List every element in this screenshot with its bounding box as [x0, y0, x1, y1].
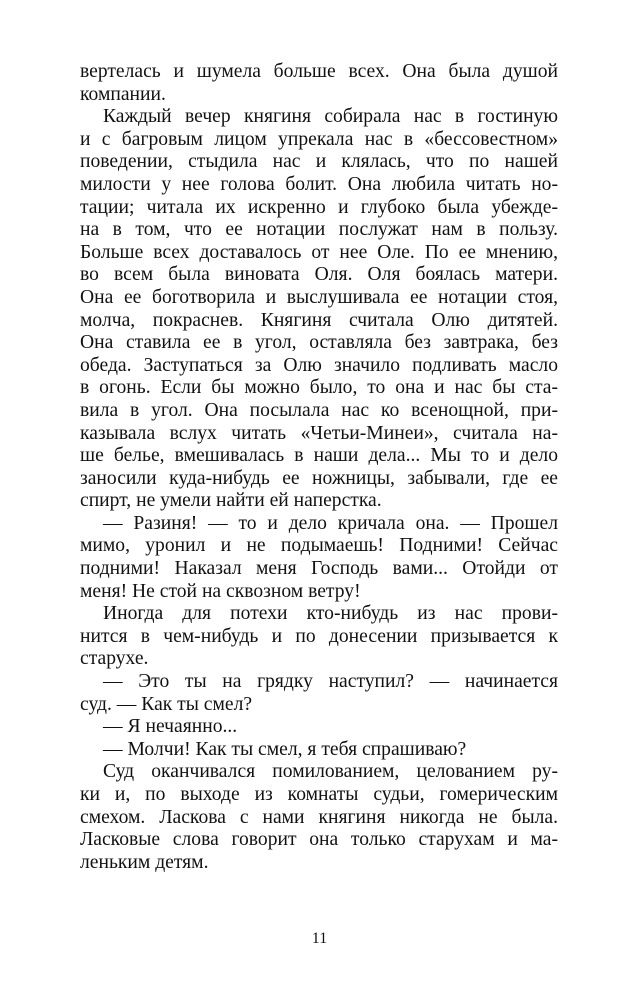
- text-line: Иногда для потехи кто-нибудь из нас прови-: [103, 603, 558, 625]
- text-line: мимо, уронил и не подымаешь! Подними! Сейчас: [80, 535, 558, 557]
- text-line: обеда. Заступаться за Олю значило подливать масло: [80, 354, 558, 376]
- text-line: ше белье, вмешивалась в наши дела... Мы то и дело: [80, 445, 558, 467]
- text-line: казывала вслух читать «Четьи-Минеи», считала на-: [80, 422, 558, 444]
- text-line: во всем была виновата Оля. Оля боялась матери.: [80, 264, 558, 286]
- page-text-body: [80, 61, 558, 874]
- text-line: Она ставила ее в угол, оставляла без завтрака, без: [80, 332, 558, 354]
- paragraph: [80, 739, 558, 762]
- text-line: — Молчи! Как ты смел, я тебя спрашиваю?: [103, 738, 467, 760]
- text-line: — Я нечаянно...: [103, 716, 238, 738]
- paragraph: [80, 761, 558, 874]
- text-line: Больше всех доставалось от нее Оле. По ее мнению,: [80, 241, 558, 263]
- text-line: леньким детям.: [80, 851, 209, 873]
- paragraph: [80, 106, 558, 513]
- text-line: тации; читала их искренно и глубоко была убежде-: [80, 196, 558, 218]
- text-line: Она ее боготворила и выслушивала ее нотации стоя,: [80, 286, 558, 308]
- text-line: на в том, что ее нотации послужат нам в пользу.: [80, 219, 558, 241]
- text-line: в огонь. Если бы можно было, то она и нас бы ста-: [80, 377, 558, 399]
- text-line: заносили куда-нибудь ее ножницы, забывали, где ее: [80, 467, 558, 489]
- text-line: подними! Наказал меня Господь вами... Отойди от: [80, 558, 558, 580]
- text-line: ки и, по выходе из комнаты судьи, гомерическим: [80, 784, 558, 805]
- paragraph: [80, 513, 558, 603]
- text-line: — Это ты на грядку наступил? — начинается: [103, 671, 558, 693]
- text-line: — Разиня! — то и дело кричала она. — Прошел: [103, 512, 558, 534]
- text-line: компании.: [80, 83, 166, 105]
- text-line: Ласковые слова говорит она только старухам и ма-: [80, 829, 558, 851]
- text-line: суд. — Как ты смел?: [80, 693, 253, 715]
- text-line: поведении, стыдила нас и клялась, что по нашей: [80, 151, 558, 173]
- paragraph: [80, 603, 558, 671]
- text-line: милости у нее голова болит. Она любила читать но-: [80, 173, 558, 195]
- text-line: молча, покраснев. Княгиня считала Олю дитятей.: [80, 309, 558, 331]
- text-line: спирт, не умели найти ей наперстка.: [80, 490, 382, 512]
- paragraph: [80, 61, 558, 106]
- text-line: меня! Не стой на сквозном ветру!: [80, 580, 361, 602]
- paragraph: [80, 716, 558, 739]
- text-line: Каждый вечер княгиня собирала нас в гостиную: [103, 106, 558, 128]
- text-line: нится в чем-нибудь и по донесении призывается к: [80, 625, 558, 647]
- text-line: старухе.: [80, 648, 149, 670]
- text-line: смехом. Ласкова с нами княгиня никогда не была.: [80, 806, 558, 828]
- text-line: вертелась и шумела больше всех. Она была душой: [80, 61, 558, 82]
- page-number: 11: [311, 930, 328, 947]
- text-line: и с багровым лицом упрекала нас в «бессовестном»: [80, 128, 558, 150]
- paragraph: [80, 671, 558, 716]
- text-line: Суд оканчивался помилованием, целованием ру-: [103, 761, 558, 783]
- text-line: вила в угол. Она посылала нас ко всенощной, при-: [80, 399, 558, 421]
